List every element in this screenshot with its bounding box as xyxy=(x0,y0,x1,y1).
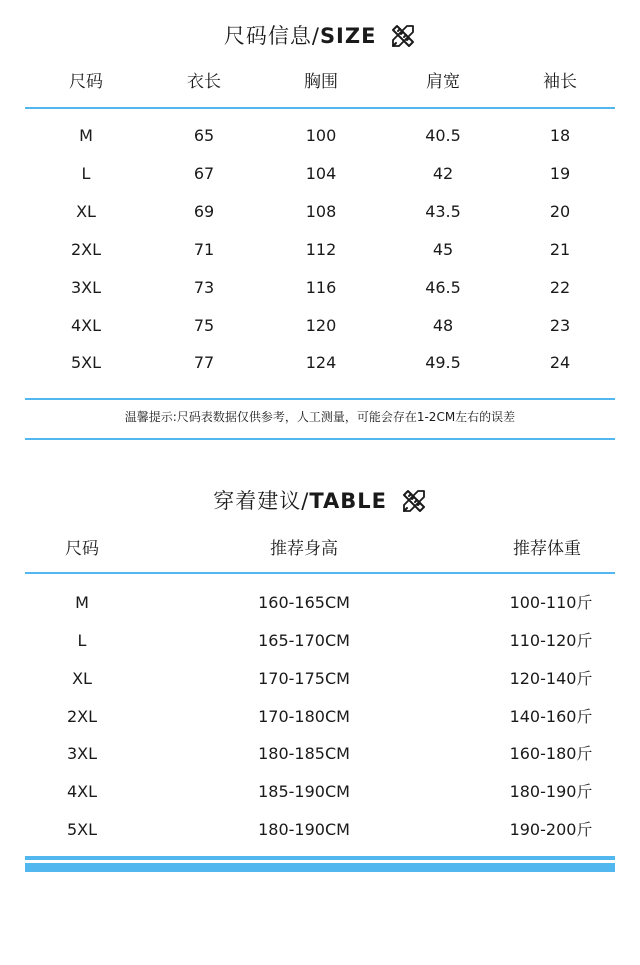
header-size: 尺码 xyxy=(65,539,99,559)
cell-length: 71 xyxy=(193,240,215,259)
cell-chest: 116 xyxy=(305,278,337,297)
cell-weight: 110-120斤 xyxy=(509,631,593,650)
cell-size: 3XL xyxy=(66,744,98,763)
cell-weight: 160-180斤 xyxy=(509,744,593,763)
cell-shoulder: 46.5 xyxy=(425,278,461,297)
table-row xyxy=(0,777,640,807)
divider-line xyxy=(25,398,615,400)
header-sleeve: 袖长 xyxy=(543,72,577,92)
table-row xyxy=(0,815,640,845)
cell-chest: 108 xyxy=(305,202,337,221)
cell-weight: 100-110斤 xyxy=(509,593,593,612)
divider-line xyxy=(25,107,615,109)
cell-chest: 120 xyxy=(305,316,337,335)
footer-line-thick xyxy=(25,863,615,872)
size-title-cn: 尺码信息/ xyxy=(223,24,320,48)
cell-chest: 112 xyxy=(305,240,337,259)
divider-line xyxy=(25,572,615,574)
cell-sleeve: 24 xyxy=(549,353,571,372)
header-height: 推荐身高 xyxy=(270,539,338,559)
cell-weight: 190-200斤 xyxy=(509,820,593,839)
cell-sleeve: 23 xyxy=(549,316,571,335)
size-title-en: SIZE xyxy=(319,24,377,48)
cell-size: M xyxy=(75,593,89,612)
cell-size: 2XL xyxy=(66,707,98,726)
cell-shoulder: 49.5 xyxy=(425,353,461,372)
size-table-header xyxy=(0,67,640,97)
cell-height: 170-180CM xyxy=(258,707,350,726)
cell-shoulder: 43.5 xyxy=(425,202,461,221)
cell-sleeve: 20 xyxy=(549,202,571,221)
table-row xyxy=(0,311,640,341)
header-length: 衣长 xyxy=(187,72,221,92)
table-title-en: TABLE xyxy=(309,489,388,513)
ruler-pencil-icon xyxy=(390,23,416,49)
header-size: 尺码 xyxy=(69,72,103,92)
cell-length: 73 xyxy=(193,278,215,297)
cell-sleeve: 18 xyxy=(549,126,571,145)
table-row xyxy=(0,664,640,694)
cell-height: 160-165CM xyxy=(258,593,350,612)
cell-shoulder: 48 xyxy=(432,316,454,335)
cell-size: M xyxy=(79,126,93,145)
cell-length: 69 xyxy=(193,202,215,221)
cell-size: 5XL xyxy=(66,820,98,839)
cell-size: 3XL xyxy=(70,278,102,297)
cell-size: XL xyxy=(72,669,92,688)
cell-shoulder: 40.5 xyxy=(425,126,461,145)
table-row xyxy=(0,159,640,189)
header-shoulder: 肩宽 xyxy=(426,72,460,92)
cell-weight: 180-190斤 xyxy=(509,782,593,801)
cell-chest: 104 xyxy=(305,164,337,183)
table-row xyxy=(0,273,640,303)
cell-length: 65 xyxy=(193,126,215,145)
cell-weight: 140-160斤 xyxy=(509,707,593,726)
table-row xyxy=(0,739,640,769)
cell-shoulder: 42 xyxy=(432,164,454,183)
cell-size: 4XL xyxy=(66,782,98,801)
table-row xyxy=(0,588,640,618)
cell-length: 75 xyxy=(193,316,215,335)
cell-size: 4XL xyxy=(70,316,102,335)
cell-size: 5XL xyxy=(70,353,102,372)
cell-shoulder: 45 xyxy=(432,240,454,259)
cell-chest: 124 xyxy=(305,353,337,372)
cell-weight: 120-140斤 xyxy=(509,669,593,688)
table-row xyxy=(0,348,640,378)
cell-length: 67 xyxy=(193,164,215,183)
table-title-cn: 穿着建议/ xyxy=(213,489,310,513)
cell-size: L xyxy=(77,631,87,650)
cell-size: L xyxy=(81,164,91,183)
cell-sleeve: 22 xyxy=(549,278,571,297)
cell-height: 170-175CM xyxy=(258,669,350,688)
cell-height: 165-170CM xyxy=(258,631,350,650)
table-row xyxy=(0,197,640,227)
cell-sleeve: 19 xyxy=(549,164,571,183)
cell-height: 180-190CM xyxy=(258,820,350,839)
cell-chest: 100 xyxy=(305,126,337,145)
cell-sleeve: 21 xyxy=(549,240,571,259)
divider-line xyxy=(25,438,615,440)
table-row xyxy=(0,235,640,265)
footer-line-thin xyxy=(25,856,615,860)
ruler-pencil-icon xyxy=(401,488,427,514)
cell-size: XL xyxy=(76,202,96,221)
cell-height: 185-190CM xyxy=(258,782,350,801)
table-row xyxy=(0,121,640,151)
table-title xyxy=(0,485,640,515)
cell-length: 77 xyxy=(193,353,215,372)
recommend-table-header xyxy=(0,534,640,564)
table-row xyxy=(0,702,640,732)
table-row xyxy=(0,626,640,656)
disclaimer-text: 温馨提示:尺码表数据仅供参考，人工测量，可能会存在1-2CM左右的误差 xyxy=(124,410,516,424)
cell-height: 180-185CM xyxy=(258,744,350,763)
cell-size: 2XL xyxy=(70,240,102,259)
header-chest: 胸围 xyxy=(304,72,338,92)
size-title xyxy=(0,20,640,50)
header-weight: 推荐体重 xyxy=(513,539,581,559)
